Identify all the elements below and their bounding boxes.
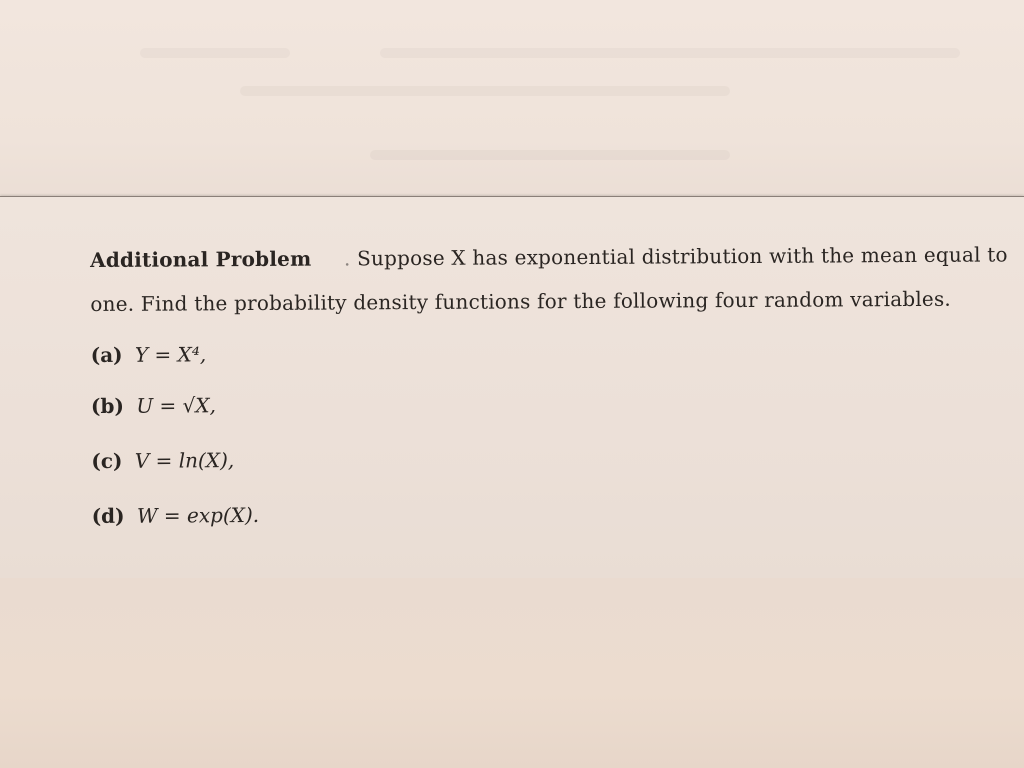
item-c [91, 448, 234, 473]
table-surface [0, 578, 1024, 768]
item-c-expression: V = ln(X), [134, 448, 235, 473]
item-a [91, 342, 207, 367]
problem-sentence-part1: Suppose X has exponential distribution with the mean equal to [357, 242, 1008, 271]
bleed-through-text [240, 86, 730, 96]
item-b [91, 393, 216, 418]
problem-title: Additional Problem [90, 246, 312, 272]
item-d [92, 503, 260, 528]
background-sheet [0, 0, 1024, 200]
bleed-through-text [140, 48, 290, 58]
item-c-label: (c) [91, 448, 123, 473]
item-b-expression: U = √X, [136, 393, 217, 418]
bleed-through-text [370, 150, 730, 160]
item-a-expression: Y = X⁴, [134, 342, 207, 367]
item-d-label: (d) [91, 503, 125, 528]
problem-number-mark: . [343, 246, 351, 271]
item-b-label: (b) [90, 393, 124, 418]
problem-statement-line-2: one. Find the probability density functions for the following four random variables. [90, 286, 952, 316]
bleed-through-text [380, 48, 960, 58]
item-a-label: (a) [90, 342, 123, 367]
item-d-expression: W = exp(X). [136, 502, 260, 528]
